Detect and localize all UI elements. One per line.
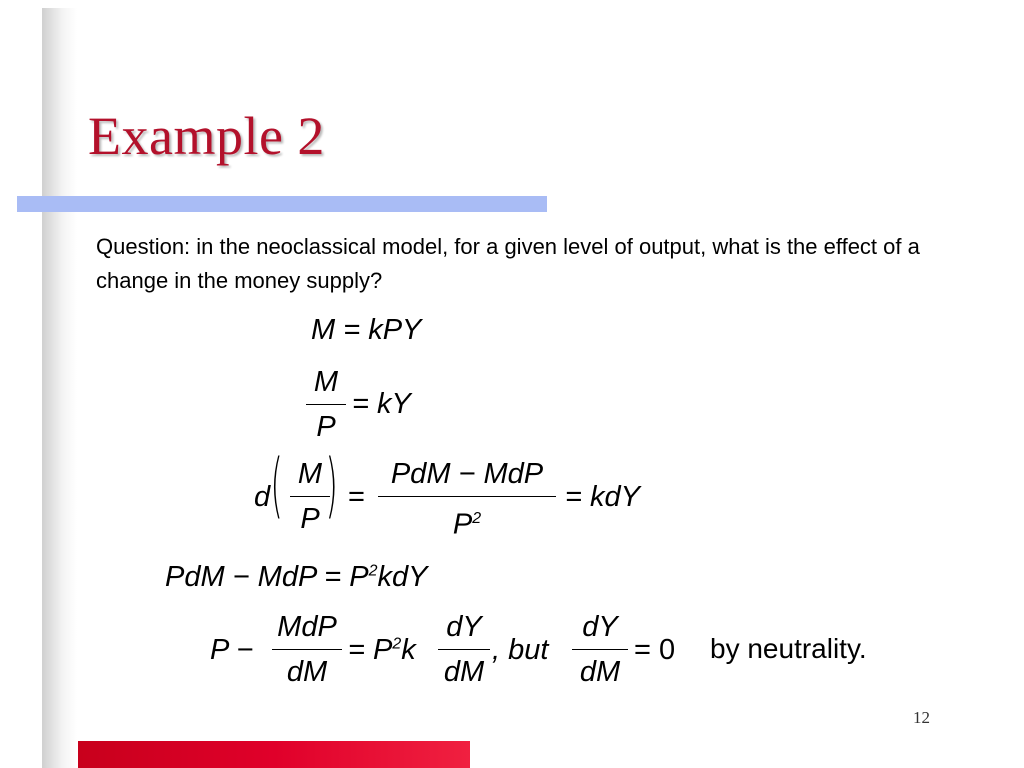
- bottom-accent-bar: [78, 741, 470, 768]
- equals-sign: =: [348, 481, 365, 513]
- fraction-pdm-mdp-over-p2: PdM − MdP $P^2$: [378, 456, 556, 543]
- equation-rearranged: PdM − MdP = $P^2kdY$: [165, 561, 428, 593]
- fraction-dy-over-dm: dY dM: [438, 609, 490, 690]
- middle-p2k: = $P^2k$: [348, 634, 416, 666]
- right-paren: ): [325, 444, 338, 526]
- equals-zero: = 0: [634, 634, 676, 666]
- left-paren: (: [270, 444, 283, 526]
- fraction-mdp-over-dm: MdP dM: [272, 609, 342, 690]
- left-gradient-bar: [42, 8, 77, 768]
- differential-d: d: [254, 481, 271, 513]
- slide-title: Example 2: [88, 106, 325, 166]
- equation-rhs-kdy: = kdY: [565, 481, 640, 513]
- equation-rhs: = kY: [352, 388, 411, 420]
- neutrality-note: by neutrality.: [710, 633, 867, 664]
- equation-quantity-theory: M = kPY: [311, 314, 422, 346]
- fraction-m-over-p: M P: [306, 364, 346, 445]
- title-underline-bar: [17, 196, 547, 212]
- lead-p-minus: P −: [210, 634, 254, 666]
- question-text: Question: in the neoclassical model, for a given level of output, what is the effect of a change in the money supply?: [96, 234, 920, 293]
- comma-but: , but: [492, 634, 549, 666]
- page-number: 12: [913, 708, 930, 727]
- fraction-m-over-p-inner: M P: [290, 456, 330, 537]
- fraction-dy-over-dm-2: dY dM: [572, 609, 628, 690]
